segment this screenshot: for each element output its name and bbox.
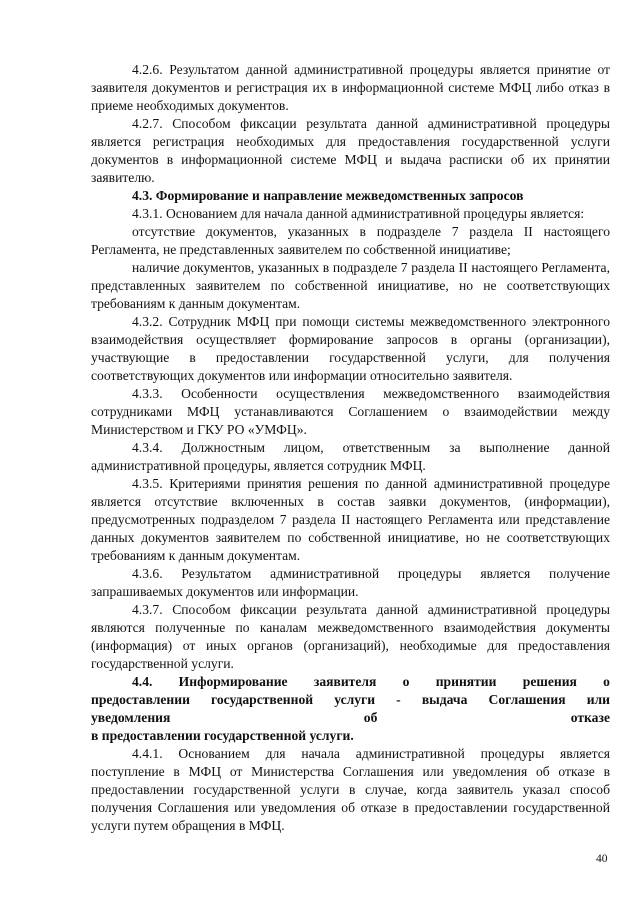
heading-word: принятии	[435, 674, 497, 689]
heading-word: решения	[522, 674, 577, 689]
heading-4-4-line-1	[91, 673, 610, 691]
paragraph-4-4-1: 4.4.1. Основанием для начала административной процедуры является поступление в МФЦ от Министерства Соглашения или уведомления об отказе в предоставлении государственной услуги в случае, когда заявитель указал способ получения Соглашения или уведомления об отказе в предоставлении государственной услуги путем обращения в МФЦ.	[91, 746, 610, 833]
heading-word: об	[363, 710, 378, 725]
paragraph-4-3-6: 4.3.6. Результатом административной процедуры является получение запрашиваемых документов или информации.	[91, 566, 610, 599]
heading-word: отказе	[570, 710, 610, 725]
paragraph-4-3-1-item-a: отсутствие документов, указанных в подразделе 7 раздела II настоящего Регламента, не представленных заявителем по собственной инициативе;	[91, 224, 610, 257]
heading-word: заявителя	[313, 674, 377, 689]
paragraph-4-2-6: 4.2.6. Результатом данной административной процедуры является принятие от заявителя документов и регистрация их в информационной системе МФЦ либо отказ в приеме необходимых документов.	[91, 62, 610, 113]
paragraph-4-3-7: 4.3.7. Способом фиксации результата данной административной процедуры являются полученные по каналам межведомственного взаимодействия документы (информация) от иных органов (организаций), необходимые для предоставления государственной услуги.	[91, 602, 610, 671]
document-page	[91, 61, 610, 835]
paragraph-4-3-1-item-b: наличие документов, указанных в подразделе 7 раздела II настоящего Регламента, представленных заявителем по собственной инициативе, но не соответствующих требованиям к данным документам.	[91, 260, 610, 311]
heading-4-4-line-2: предоставлении государственной услуги - выдача Соглашения или	[91, 692, 610, 707]
page-number: 40	[596, 853, 608, 865]
paragraph-4-3-1: 4.3.1. Основанием для начала данной административной процедуры является:	[132, 206, 585, 221]
paragraph-4-2-7: 4.2.7. Способом фиксации результата данной административной процедуры является регистрация необходимых для предоставления государственной услуги документов в информационной системе МФЦ и выдача расписки об их принятии заявителю.	[91, 116, 610, 185]
section-heading-4-4	[91, 673, 610, 745]
heading-word: Информирование	[178, 674, 288, 689]
heading-word: уведомления	[91, 710, 171, 725]
heading-4-4-line-4: в предоставлении государственной услуги.	[91, 728, 354, 743]
paragraph-4-3-2: 4.3.2. Сотрудник МФЦ при помощи системы межведомственного электронного взаимодействия осуществляет формирование запросов в органы (организации), участвующие в предоставлении государственной услуги, для получения соответствующих документов или информации относительно заявителя.	[91, 314, 610, 383]
paragraph-4-3-5: 4.3.5. Критериями принятия решения по данной административной процедуре является отсутствие включенных в состав заявки документов, (информации), предусмотренных подразделом 7 раздела II настоящего Регламента или представление данных документов заявителем по собственной инициативе, но не соответствующих требованиям к данным документам.	[91, 476, 610, 563]
heading-word: о	[603, 674, 610, 689]
heading-word: о	[402, 674, 410, 689]
paragraph-4-3-3: 4.3.3. Особенности осуществления межведомственного взаимодействия сотрудниками МФЦ устанавливаются Соглашением о взаимодействии между Министерством и ГКУ РО «УМФЦ».	[91, 386, 610, 437]
heading-word: 4.4.	[132, 674, 153, 689]
heading-4-4-line-3	[91, 709, 610, 727]
paragraph-4-3-4: 4.3.4. Должностным лицом, ответственным за выполнение данной административной процедуры, является сотрудник МФЦ.	[91, 440, 610, 473]
section-heading-4-3: 4.3. Формирование и направление межведомственных запросов	[132, 188, 524, 203]
